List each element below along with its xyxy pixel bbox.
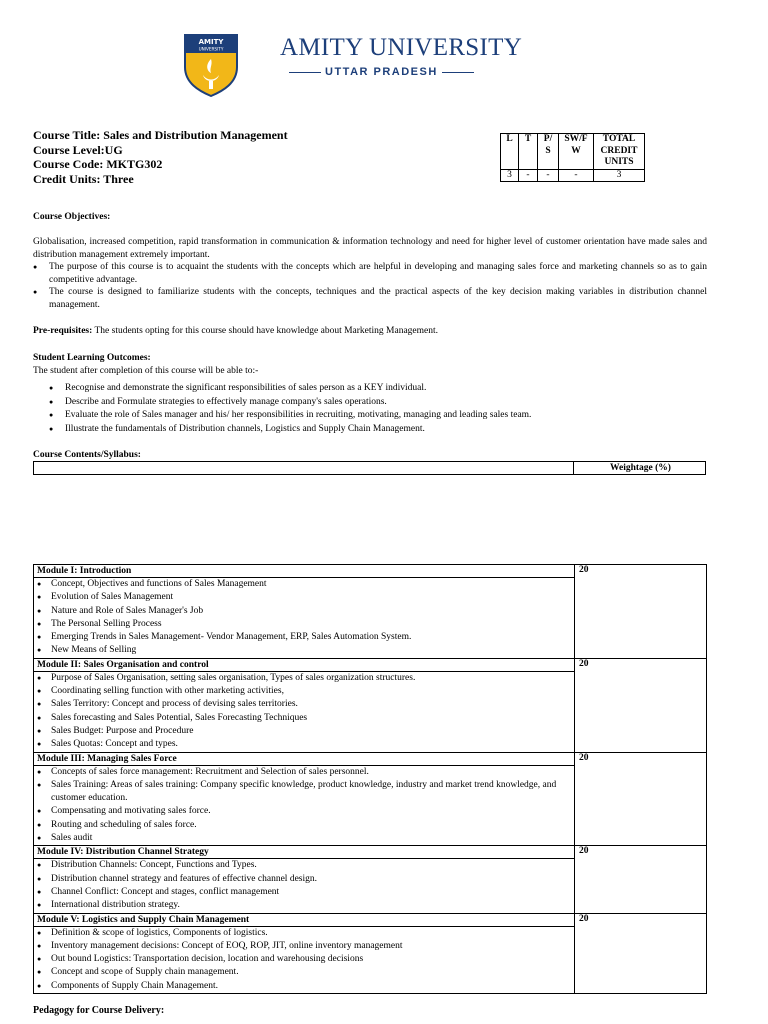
objective-item: ● The purpose of this course is to acquaint the students with the concepts which are helpful in developing and managing sales force and marketing channels so as to gain competitive advantage.: [33, 261, 707, 286]
module-topic-item: ● Concept and scope of Supply chain management.: [37, 966, 571, 979]
module-topic-item: ● Compensating and motivating sales force.: [37, 805, 571, 818]
credit-table-value-row: [501, 169, 645, 182]
svg-text:UNIVERSITY: UNIVERSITY: [198, 46, 224, 52]
module-title: Module II: Sales Organisation and control: [34, 658, 575, 671]
credit-value-swfw: -: [559, 169, 594, 182]
module-topic-item: ● Emerging Trends in Sales Management- Vendor Management, ERP, Sales Automation System.: [37, 631, 571, 644]
module-topic-item: ● Components of Supply Chain Management.: [37, 980, 571, 993]
course-info: [33, 128, 288, 186]
outcomes-list: [33, 382, 707, 436]
module-table-body: [34, 565, 707, 994]
module-header-row: [34, 846, 707, 859]
module-topic-item: ● Distribution channel strategy and features of effective channel design.: [37, 873, 571, 886]
svg-text:AMITY: AMITY: [198, 38, 224, 46]
module-title: Module I: Introduction: [34, 565, 575, 578]
prerequisites-label: Pre-requisites:: [33, 326, 93, 336]
module-header-row: [34, 913, 707, 926]
brand-name: AMITY UNIVERSITY: [280, 34, 523, 61]
module-topic-item: ● Sales Budget: Purpose and Procedure: [37, 725, 571, 738]
module-weight: 20: [575, 913, 707, 993]
credit-value-t: -: [519, 169, 538, 182]
module-topic-list: [37, 672, 571, 752]
module-topic-item: ● Definition & scope of logistics, Components of logistics.: [37, 927, 571, 940]
credit-value-total: 3: [594, 169, 645, 182]
module-content: [34, 926, 575, 993]
module-topic-item: ● Routing and scheduling of sales force.: [37, 819, 571, 832]
module-topic-item: ● Sales Quotas: Concept and types.: [37, 738, 571, 751]
pedagogy-heading: Pedagogy for Course Delivery:: [33, 1005, 165, 1016]
module-header-row: [34, 752, 707, 765]
module-topic-item: ● Channel Conflict: Concept and stages, conflict management: [37, 886, 571, 899]
credit-value-ps: -: [538, 169, 559, 182]
module-header-row: [34, 565, 707, 578]
module-table: [33, 564, 707, 994]
credit-table-header-row: [501, 134, 645, 170]
objective-item: ● The course is designed to familiarize students with the concepts, techniques and the practical aspects of the key decision making variables in distribution channel management.: [33, 286, 707, 311]
module-title: Module III: Managing Sales Force: [34, 752, 575, 765]
module-topic-item: ● Evolution of Sales Management: [37, 591, 571, 604]
module-topic-item: ● Coordinating selling function with other marketing activities,: [37, 685, 571, 698]
module-weight: 20: [575, 565, 707, 659]
module-header-row: [34, 658, 707, 671]
prerequisites-text: The students opting for this course should have knowledge about Marketing Management.: [92, 326, 438, 336]
objectives-intro: Globalisation, increased competition, rapid transformation in communication & information technology and need for higher level of customer orientation have made sales and distribution management extremely important.: [33, 237, 707, 260]
credit-value-l: 3: [501, 169, 519, 182]
course-code: Course Code: MKTG302: [33, 157, 163, 171]
course-level: Course Level:UG: [33, 142, 123, 157]
module-content: [34, 671, 575, 752]
outcome-item: ● Describe and Formulate strategies to effectively manage company's sales operations.: [33, 396, 707, 410]
module-topic-item: ● The Personal Selling Process: [37, 618, 571, 631]
module-topic-list: [37, 927, 571, 993]
brand-subtitle: [285, 66, 478, 78]
syllabus-heading: Course Contents/Syllabus:: [33, 450, 141, 460]
module-topic-item: ● Distribution Channels: Concept, Functions and Types.: [37, 859, 571, 872]
credit-header-total: TOTAL CREDIT UNITS: [600, 134, 638, 167]
module-weight: 20: [575, 658, 707, 752]
credit-header-t: T: [524, 134, 532, 144]
objectives-list: [33, 261, 707, 311]
objectives-section: [33, 236, 707, 311]
prerequisites: [33, 325, 707, 338]
brand-subtitle-text: UTTAR PRADESH: [325, 66, 438, 78]
module-topic-item: ● Nature and Role of Sales Manager's Job: [37, 605, 571, 618]
subtitle-rule-left: [289, 72, 321, 73]
credit-units: Credit Units: Three: [33, 171, 134, 186]
module-title: Module V: Logistics and Supply Chain Management: [34, 913, 575, 926]
module-topic-item: ● Out bound Logistics: Transportation decision, location and warehousing decisions: [37, 953, 571, 966]
module-topic-item: ● Sales Training: Areas of sales training: Company specific knowledge, product knowledge, industry and market trend knowledge, and customer education.: [37, 779, 571, 806]
outcome-item: ● Illustrate the fundamentals of Distribution channels, Logistics and Supply Chain Management.: [33, 423, 707, 437]
module-content: [34, 859, 575, 913]
module-weight: 20: [575, 846, 707, 913]
outcomes-section: [33, 352, 707, 436]
course-title: Course Title: Sales and Distribution Management: [33, 128, 288, 142]
module-topic-item: ● Sales Territory: Concept and process of devising sales territories.: [37, 698, 571, 711]
objectives-heading: Course Objectives:: [33, 212, 111, 222]
outcomes-heading: Student Learning Outcomes:: [33, 353, 151, 363]
module-topic-item: ● New Means of Selling: [37, 644, 571, 657]
credit-table: [500, 133, 645, 182]
module-topic-list: [37, 859, 571, 912]
module-topic-item: ● Inventory management decisions: Concept of EOQ, ROP, JIT, online inventory management: [37, 940, 571, 953]
module-topic-item: ● Concept, Objectives and functions of Sales Management: [37, 578, 571, 591]
module-topic-list: [37, 578, 571, 658]
module-content: [34, 765, 575, 846]
weightage-header: [33, 461, 706, 475]
credit-header-ps: P/ S: [543, 134, 553, 156]
credit-header-l: L: [506, 134, 513, 144]
module-topic-item: ● Concepts of sales force management: Recruitment and Selection of sales personnel.: [37, 766, 571, 779]
module-topic-item: ● Purpose of Sales Organisation, setting sales organisation, Types of sales organization structures.: [37, 672, 571, 685]
module-topic-item: ● Sales audit: [37, 832, 571, 845]
outcome-item: ● Evaluate the role of Sales manager and his/ her responsibilities in recruiting, motivating, managing and leading sales team.: [33, 409, 707, 423]
module-topic-item: ● International distribution strategy.: [37, 899, 571, 912]
module-title: Module IV: Distribution Channel Strategy: [34, 846, 575, 859]
credit-header-swfw: SW/F W: [564, 134, 588, 156]
module-topic-item: ● Sales forecasting and Sales Potential, Sales Forecasting Techniques: [37, 712, 571, 725]
module-topic-list: [37, 766, 571, 846]
weightage-label: Weightage (%): [573, 462, 707, 474]
amity-logo-shield: [183, 33, 239, 97]
outcome-item: ● Recognise and demonstrate the significant responsibilities of sales person as a KEY individual.: [33, 382, 707, 396]
module-weight: 20: [575, 752, 707, 846]
module-content: [34, 578, 575, 659]
subtitle-rule-right: [442, 72, 474, 73]
outcomes-intro: The student after completion of this course will be able to:-: [33, 365, 259, 376]
